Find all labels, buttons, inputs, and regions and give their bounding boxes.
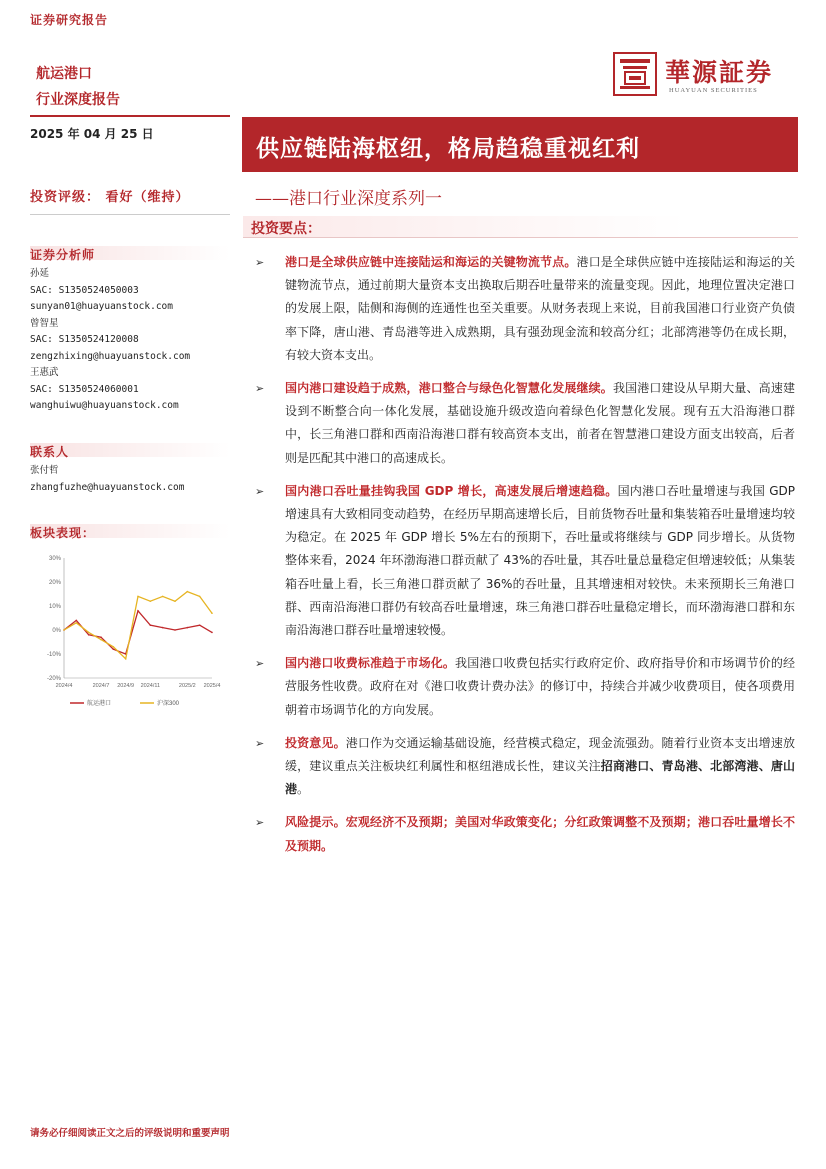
contact-section-label: 联系人 [30,445,70,459]
data-point [162,596,164,598]
y-tick-label: -10% [46,652,61,658]
report-title: 供应链陆海枢纽，格局趋稳重视红利 [256,136,640,162]
data-point [137,596,139,598]
investment-rating: 投资评级： 看好（维持） [30,190,190,205]
data-point [88,634,90,636]
analyst-line: 王惠武 [30,367,59,378]
legend-label: 沪深300 [157,701,180,707]
left-divider [30,115,230,117]
contact-line: zhangfuzhe@huayuanstock.com [30,481,185,493]
key-point-lead: 国内港口吞吐量挂钩我国 GDP 增长，高速发展后增速趋稳。 [285,483,618,498]
key-point-text: 港口作为交通运输基础设施，经营模式稳定，现金流强劲。随着行业资本支出增速放缓，建议重点关注板块红利属性和枢纽港成长性，建议关注 [285,735,795,774]
analyst-line: 孙延 [30,268,50,279]
key-point-lead: 国内港口收费标准趋于市场化。 [285,656,456,671]
x-tick-label: 2024/4 [55,683,73,689]
key-point [255,251,795,367]
data-point [211,612,213,614]
data-point [199,596,201,598]
analyst-line: sunyan01@huayuanstock.com [30,301,173,312]
x-tick-label: 2025/2 [178,683,196,689]
arrow-icon: ➢ [255,657,265,671]
data-point [113,648,115,650]
logo-english: HUAYUAN SECURITIES [669,87,758,94]
key-points-label: 投资要点： [251,221,321,237]
data-point [174,629,176,631]
data-point [199,624,201,626]
y-tick-label: 30% [48,556,61,562]
key-point [255,732,795,802]
legend-label: 航运港口 [87,701,112,707]
key-point-lead: 国内港口建设趋于成熟，港口整合与绿色化智慧化发展继续。 [285,381,613,396]
series-line-2 [64,592,212,659]
data-point [150,624,152,626]
key-point-text: 我国港口收费包括实行政府定价、政府指导价和市场调节价的经营服务性收费。政府在对《港口收费计费办法》的修订中，持续合并减少收费项目，使各项费用朝着市场调节化的方向发展。 [285,656,795,717]
logo-name: 華源証券 [665,58,774,87]
analyst-line: SAC: S1350524050003 [30,284,139,296]
report-subtype: 行业深度报告 [36,92,120,108]
x-tick-label: 2025/4 [203,683,221,689]
series-line-1 [64,611,212,654]
analyst-line: wanghuiwu@huayuanstock.com [30,400,179,411]
x-tick-label: 2024/7 [92,683,110,689]
analyst-line: SAC: S1350524060001 [30,383,139,395]
key-point-lead: 投资意见。 [285,735,346,750]
analyst-line: zengzhixing@huayuanstock.com [30,350,191,362]
report-type: 证券研究报告 [30,13,109,27]
data-point [137,610,139,612]
key-point-text: 国内港口吞吐量增速与我国 GDP 增速具有大致相同变动趋势，在经历早期高速增长后，目前货物吞吐量和集装箱吞吐量增速均较为稳定。在 2025 年 GDP 增长 5%左右的预期下，吞吐量或将继续与 GDP 同步增长。从货物整体来看，2024 年环渤海港口群贡献了 43%的吞吐量，其吞吐量总量稳定但增速较低；从集装箱吞吐量上看，长三角港口群贡献了 36%的吞吐量，且其增速相对较快。未来预期长三角港口群、西南沿海港口群仍有较高吞吐量增速，珠三角港口群吞吐量稳定增长，而环渤海港口群和东南沿海港口群吞吐量增速较慢。 [285,483,795,638]
series-subtitle: ——港口行业深度系列一 [255,189,442,209]
data-point [162,627,164,629]
recommended-stocks: 招商港口、青岛港、北部湾港、唐山港 [285,759,795,797]
data-point [100,639,102,641]
sector-performance-chart [30,550,230,715]
y-tick-label: 0% [52,628,61,634]
data-point [88,632,90,634]
key-point-lead: 风险提示。宏观经济不及预期；美国对华政策变化；分红政策调整不及预期；港口吞吐量增长不及预期。 [285,815,795,853]
data-point [187,591,189,593]
y-tick-label: 20% [48,580,61,586]
report-date: 2025 年 04 月 25 日 [30,127,154,141]
analyst-section-label: 证券分析师 [30,248,96,262]
data-point [187,627,189,629]
key-points-list [255,251,795,868]
analyst-line: SAC: S1350524120008 [30,334,139,345]
data-point [125,658,127,660]
arrow-icon: ➢ [255,736,265,750]
arrow-icon: ➢ [255,256,265,269]
data-point [76,620,78,622]
arrow-icon: ➢ [255,484,265,498]
data-point [76,622,78,624]
chart-section-label: 板块表现： [30,526,96,540]
key-point [255,652,795,722]
key-points-header [243,216,798,238]
data-point [63,629,65,631]
y-tick-label: 10% [48,604,61,610]
key-point [255,480,795,642]
rating-divider [30,214,230,215]
x-tick-label: 2024/11 [140,683,161,689]
y-tick-label: -20% [46,676,61,682]
arrow-icon: ➢ [255,816,265,830]
data-point [211,632,213,634]
key-point [255,811,795,857]
key-point-lead: 港口是全球供应链中连接陆运和海运的关键物流节点。 [285,255,577,269]
analyst-line: 曾智星 [30,317,59,329]
data-point [113,646,115,648]
key-point [255,377,795,470]
key-point-text: 我国港口建设从早期大量、高速建设到不断整合向一体化发展，基础设施升级改造向着绿色化智慧化发展。现有五大沿海港口群中，长三角港口群和西南沿海港口群有较高资本支出，前者在智慧港口建设方面支出较高，后者则是匹配其中港口的高速成长。 [285,381,795,465]
company-logo [613,52,793,97]
seal-icon [613,52,657,96]
data-point [100,636,102,638]
data-point [150,600,152,602]
x-tick-label: 2024/9 [117,683,135,689]
contact-line: 张付哲 [30,465,59,476]
arrow-icon: ➢ [255,382,265,396]
footer-disclaimer: 请务必仔细阅读正文之后的评级说明和重要声明 [30,1128,230,1139]
data-point [174,600,176,602]
title-banner [242,117,798,172]
contact-list [30,463,184,496]
key-point-tail: 。 [297,782,310,797]
sector-name: 航运港口 [36,66,92,82]
analyst-list [30,266,190,415]
key-point-text: 港口是全球供应链中连接陆运和海运的关键物流节点，通过前期大量资本支出换取后期吞吐量带来的流量变现。因此，地理位置决定港口的发展上限，陆侧和海侧的连通性也至关重要。从财务表现上来说，目前我国港口行业资产负债率下降，唐山港、青岛港等进入成熟期，具有强劲现金流和较高分红；北部湾港等仍在成长期，有较大资本支出。 [285,255,795,362]
